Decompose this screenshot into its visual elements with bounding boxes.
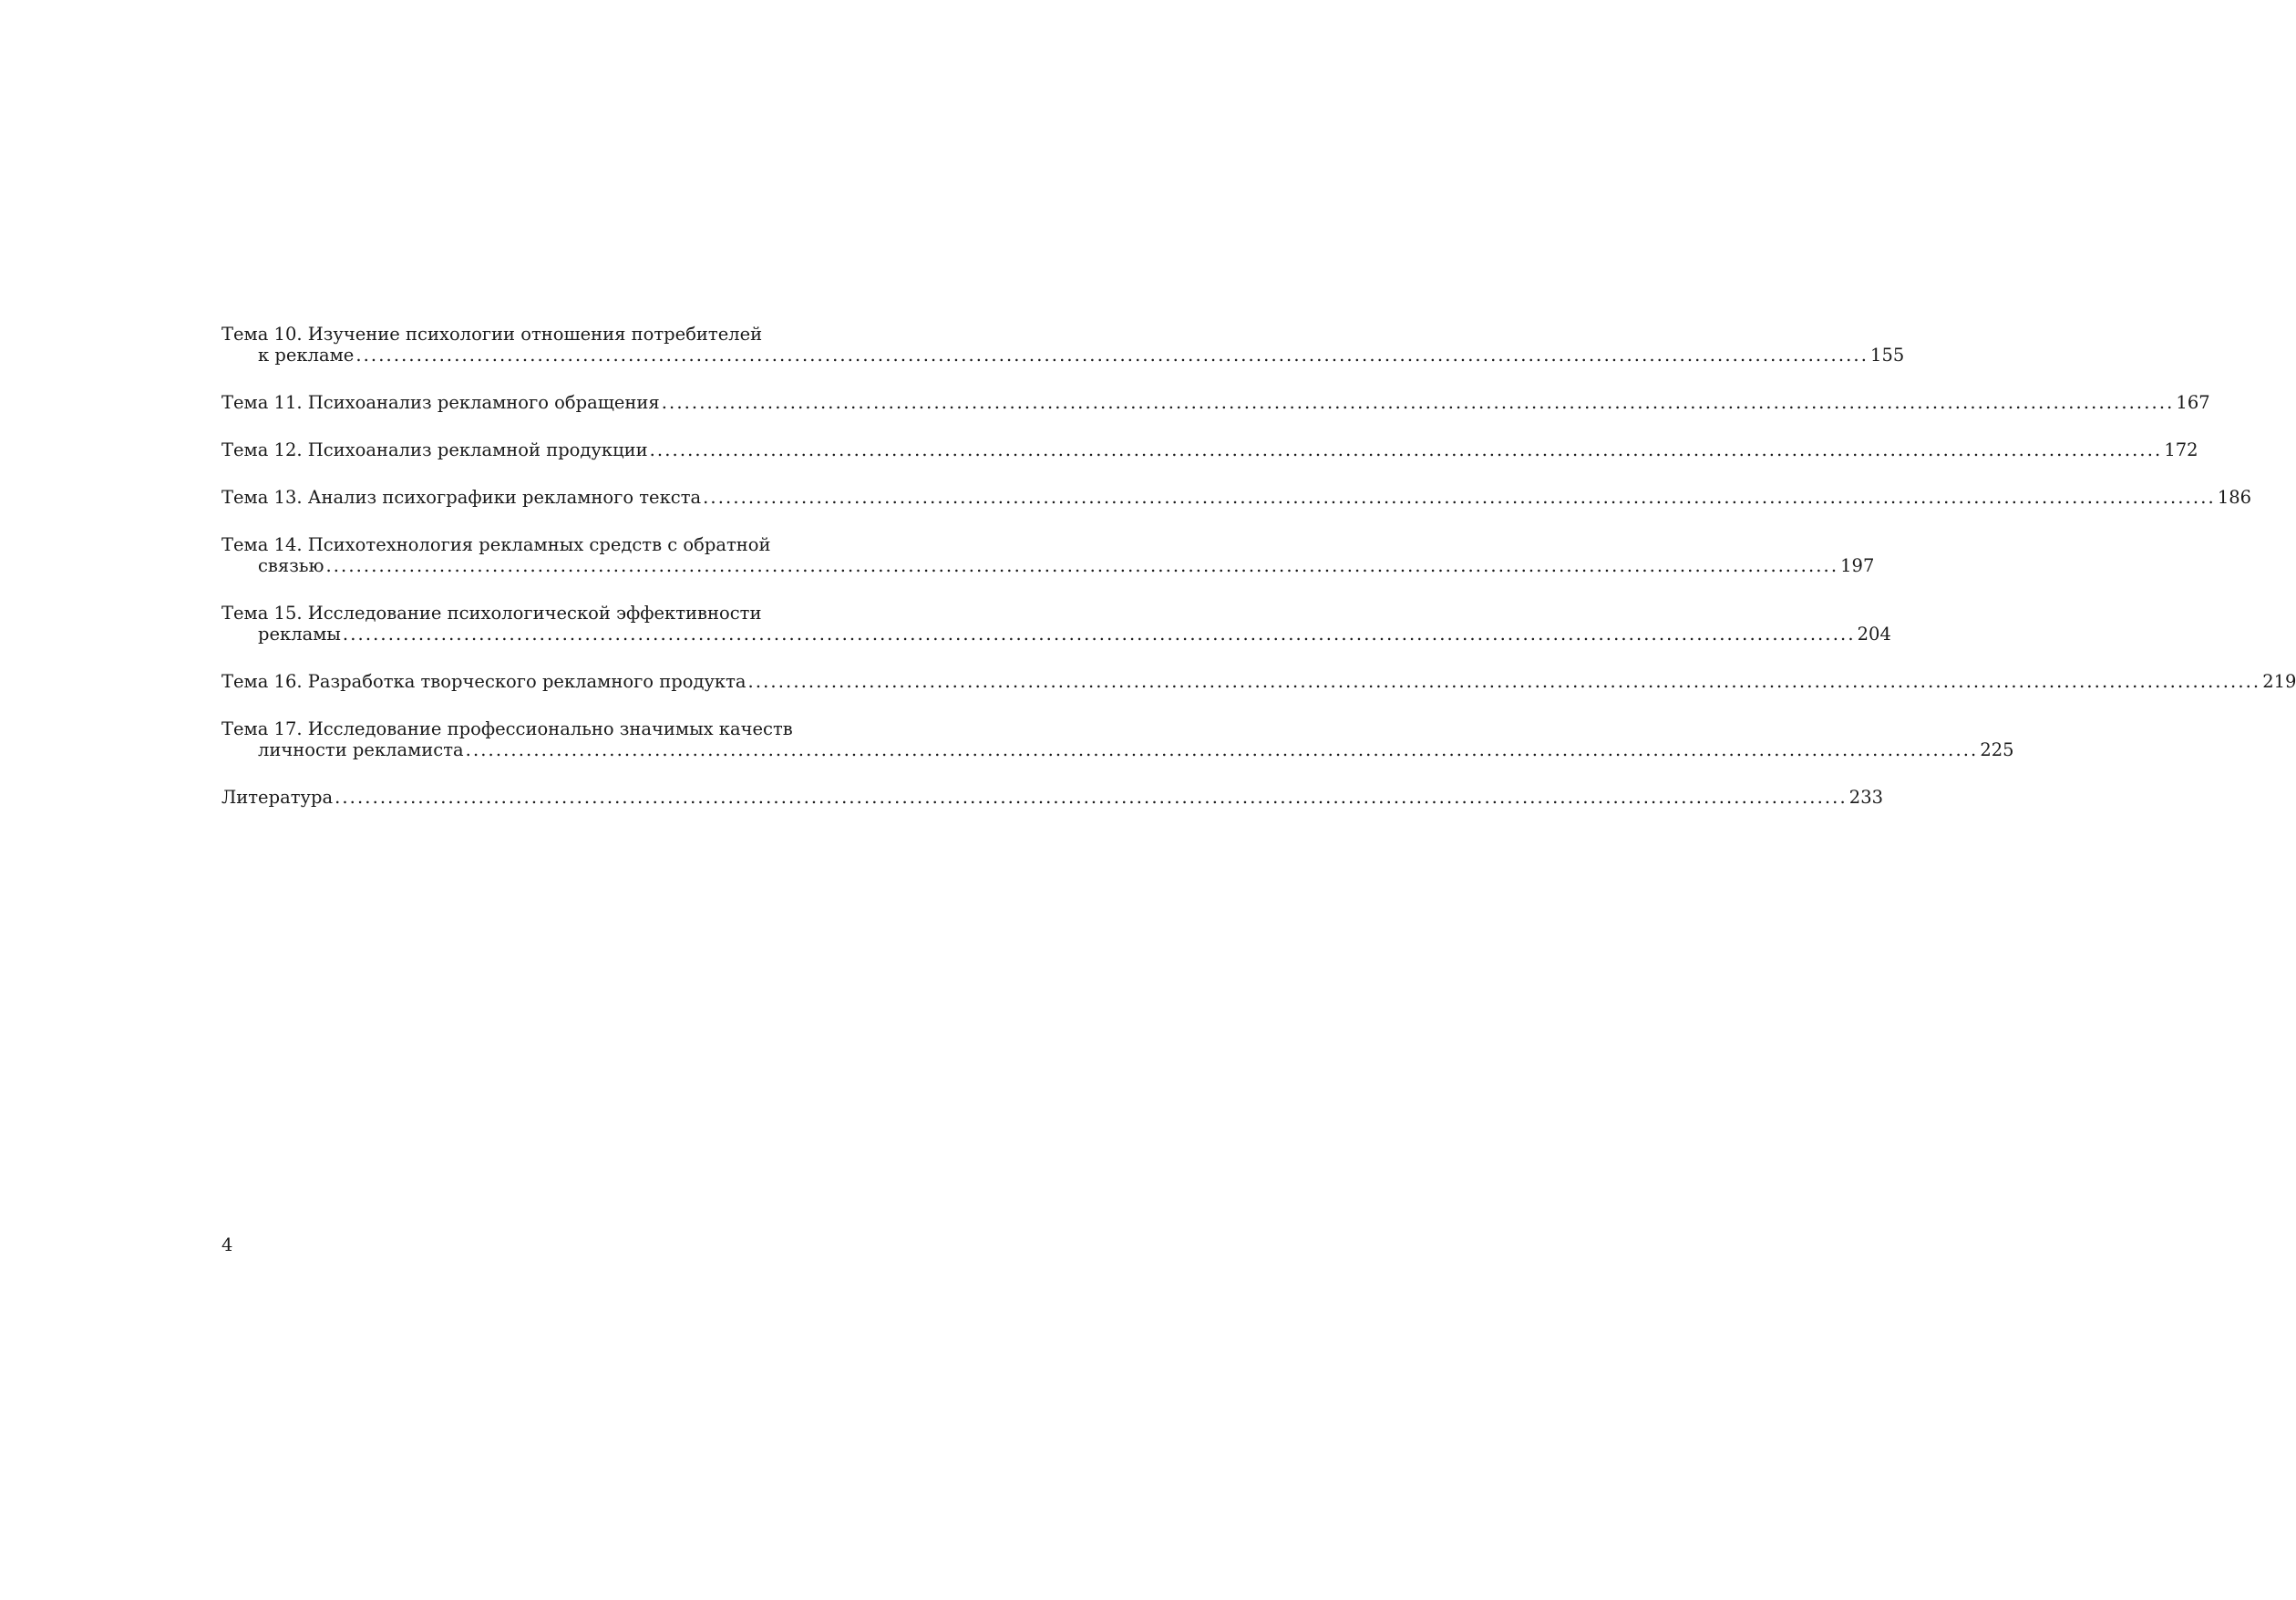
toc-entry-title: Тема 16. Разработка творческого рекламного продукта: [221, 671, 746, 692]
toc-entry-title: Литература: [221, 787, 334, 808]
toc-entry-topic-12: [221, 439, 2198, 460]
toc-entry-leader-line: [221, 739, 2014, 760]
dot-leader: ........................................................................................................................................................................................................: [703, 487, 2216, 508]
dot-leader: ........................................................................................................................................................................................................: [465, 739, 1979, 760]
toc-entry-leader-line: [221, 392, 2210, 413]
dot-leader: ........................................................................................................................................................................................................: [661, 392, 2175, 413]
dot-leader: ........................................................................................................................................................................................................: [335, 787, 1848, 808]
toc-entry-topic-11: [221, 392, 2210, 413]
toc-entry-title: Тема 10. Изучение психологии отношения потребителей: [221, 324, 763, 345]
toc-entry-title-continuation: рекламы: [258, 624, 341, 645]
toc-entry-title: Тема 14. Психотехнология рекламных средств с обратной: [221, 534, 771, 555]
toc-entry-page: 197: [1840, 555, 1875, 576]
toc-entry-title-continuation: к рекламе: [258, 345, 355, 366]
toc-entry-page: 167: [2176, 392, 2210, 413]
toc-entry-page: 219: [2262, 671, 2296, 692]
toc-entry-leader-line: [221, 345, 1905, 366]
toc-entry-title: Тема 12. Психоанализ рекламной продукции: [221, 439, 648, 460]
dot-leader: ........................................................................................................................................................................................................: [342, 624, 1856, 645]
dot-leader: ........................................................................................................................................................................................................: [325, 555, 1839, 576]
toc-entry-topic-15: [221, 603, 1891, 645]
toc-entry-page: 233: [1848, 787, 1884, 808]
toc-entry-title: Тема 15. Исследование психологической эффективности: [221, 603, 762, 624]
toc-entry-leader-line: [221, 787, 1884, 808]
toc-entry-title: Тема 17. Исследование профессионально значимых качеств: [221, 718, 793, 739]
toc-entry-topic-13: [221, 487, 2252, 508]
toc-entry-leader-line: [221, 671, 2296, 692]
toc-entry-page: 186: [2217, 487, 2252, 508]
toc-entry-page: 155: [1870, 345, 1905, 366]
toc-entry-literature: [221, 787, 1884, 808]
toc-entry-title-continuation: связью: [258, 555, 324, 576]
dot-leader: ........................................................................................................................................................................................................: [355, 345, 1869, 366]
toc-entry-leader-line: [221, 487, 2252, 508]
toc-entry-topic-16: [221, 671, 2296, 692]
toc-entry-title: Тема 13. Анализ психографики рекламного текста: [221, 487, 702, 508]
toc-entry-leader-line: [221, 555, 1875, 576]
toc-entry-leader-line: [221, 439, 2198, 460]
dot-leader: ........................................................................................................................................................................................................: [747, 671, 2261, 692]
toc-entry-topic-17: [221, 718, 2014, 760]
toc-entry-page: 225: [1980, 739, 2014, 760]
page-number: 4: [221, 1234, 233, 1255]
toc-entry-title: Тема 11. Психоанализ рекламного обращения: [221, 392, 660, 413]
dot-leader: ........................................................................................................................................................................................................: [649, 439, 2163, 460]
table-of-contents: [221, 324, 2296, 834]
toc-entry-page: 204: [1857, 624, 1891, 645]
toc-entry-topic-10: [221, 324, 1905, 366]
toc-entry-title-continuation: личности рекламиста: [258, 739, 464, 760]
toc-entry-topic-14: [221, 534, 1875, 576]
toc-entry-leader-line: [221, 624, 1891, 645]
toc-entry-page: 172: [2164, 439, 2198, 460]
